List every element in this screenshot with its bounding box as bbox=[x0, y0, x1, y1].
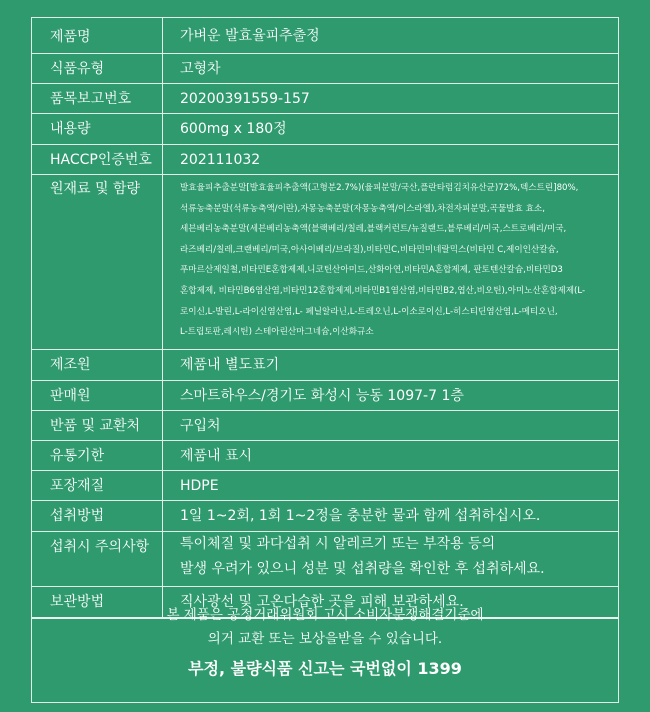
value-seller: 스마트하우스/경기도 화성시 능동 1097-7 1층 bbox=[180, 388, 464, 404]
row-packaging bbox=[32, 471, 618, 501]
ingredients-line: L-트립토판,레시틴) 스테아린산마그네슘,이산화규소 bbox=[180, 327, 374, 338]
product-info-table bbox=[31, 17, 619, 703]
label-net-content: 내용량 bbox=[32, 114, 163, 144]
row-net-content bbox=[32, 114, 618, 145]
label-intake-method: 섭취방법 bbox=[32, 501, 163, 531]
label-expiry: 유통기한 bbox=[32, 441, 163, 470]
row-haccp bbox=[32, 145, 618, 175]
row-manufacturer bbox=[32, 350, 618, 381]
ingredients-line: 발효율피추출분말[발효율피추출액(고형분2.7%)(율피분말/국산,플란타럼김치유산균)72%,덱스트린]80%, bbox=[180, 183, 579, 193]
label-haccp: HACCP인증번호 bbox=[32, 145, 163, 174]
ingredients-line: 라즈베리/칠레,크랜베리/미국,아사이베리/브라질),비타민C,비타민미네랄믹스(비타민 C,제이인산칼슘, bbox=[180, 244, 559, 255]
notice-line-2: 의거 교환 또는 보상을받을 수 있습니다. bbox=[207, 631, 443, 647]
label-manufacturer: 제조원 bbox=[32, 350, 163, 380]
row-food-type bbox=[32, 54, 618, 84]
value-product-name: 가벼운 발효율피추출정 bbox=[180, 28, 320, 44]
value-storage: 직사광선 및 고온다습한 곳을 피해 보관하세요. bbox=[180, 594, 464, 610]
label-food-type: 식품유형 bbox=[32, 54, 163, 83]
row-precautions bbox=[32, 532, 618, 587]
label-storage: 보관방법 bbox=[32, 587, 163, 617]
value-food-type: 고형차 bbox=[180, 61, 221, 77]
label-returns: 반품 및 교환처 bbox=[32, 411, 163, 440]
label-report-number: 품목보고번호 bbox=[32, 84, 163, 113]
ingredients-line: 혼합제제, 비타민B6염산염,비타민12혼합제제,비타민B1염산염,비타민B2,엽산,비오틴),아미노산혼합제제(L- bbox=[180, 285, 586, 296]
precautions-line: 발생 우려가 있으니 성분 및 섭취량을 확인한 후 섭취하세요. bbox=[180, 561, 545, 577]
label-ingredients: 원재료 및 함량 bbox=[32, 175, 163, 349]
row-report-number bbox=[32, 84, 618, 114]
label-packaging: 포장재질 bbox=[32, 471, 163, 500]
value-intake-method: 1일 1~2회, 1회 1~2정을 충분한 물과 함께 섭취하십시오. bbox=[180, 508, 541, 524]
value-returns: 구입처 bbox=[180, 418, 221, 434]
value-ingredients bbox=[180, 178, 612, 343]
value-packaging: HDPE bbox=[180, 478, 219, 494]
value-expiry: 제품내 표시 bbox=[180, 448, 253, 464]
label-product-name: 제품명 bbox=[32, 18, 163, 53]
row-product-name bbox=[32, 18, 618, 54]
value-haccp: 202111032 bbox=[180, 152, 261, 168]
notice-line-1: 본 제품은 공정거래위원회 고시 소비자분쟁해결기준에 bbox=[166, 607, 484, 623]
value-manufacturer: 제품내 별도표기 bbox=[180, 357, 280, 373]
label-precautions: 섭취시 주의사항 bbox=[32, 532, 163, 586]
value-precautions bbox=[180, 532, 612, 582]
notice-report-line: 부정, 불량식품 신고는 국번없이 1399 bbox=[188, 659, 462, 678]
ingredients-line: 로이신,L-발린,L-라이신염산염,L- 페닐알라닌,L-트레오닌,L-이소로이신,L-히스티딘염산염,L-메티오닌, bbox=[180, 306, 558, 317]
label-seller: 판매원 bbox=[32, 381, 163, 410]
value-net-content: 600mg x 180정 bbox=[180, 121, 287, 137]
ingredients-line: 세븐베리농축분말(세븐베리농축액(블랙베리/칠레,블랙커런트/뉴질랜드,블루베리/미국,스트로베리/미국, bbox=[180, 224, 567, 235]
value-report-number: 20200391559-157 bbox=[180, 91, 310, 107]
ingredients-line: 석류농축분말(석류농축액/이란),자몽농축분말(자몽농축액/이스라엘),차전자피분말,곡물발효 효소, bbox=[180, 203, 545, 214]
row-seller bbox=[32, 381, 618, 411]
row-ingredients bbox=[32, 175, 618, 350]
ingredients-line: 푸마르산제일철,비타민E혼합제제,니코틴산아미드,산화아연,비타민A혼합제제, 판토텐산칼슘,비타민D3 bbox=[180, 265, 563, 276]
row-intake-method bbox=[32, 501, 618, 532]
row-returns bbox=[32, 411, 618, 441]
precautions-line: 특이체질 및 과다섭취 시 알레르기 또는 부작용 등의 bbox=[180, 536, 496, 552]
row-expiry bbox=[32, 441, 618, 471]
